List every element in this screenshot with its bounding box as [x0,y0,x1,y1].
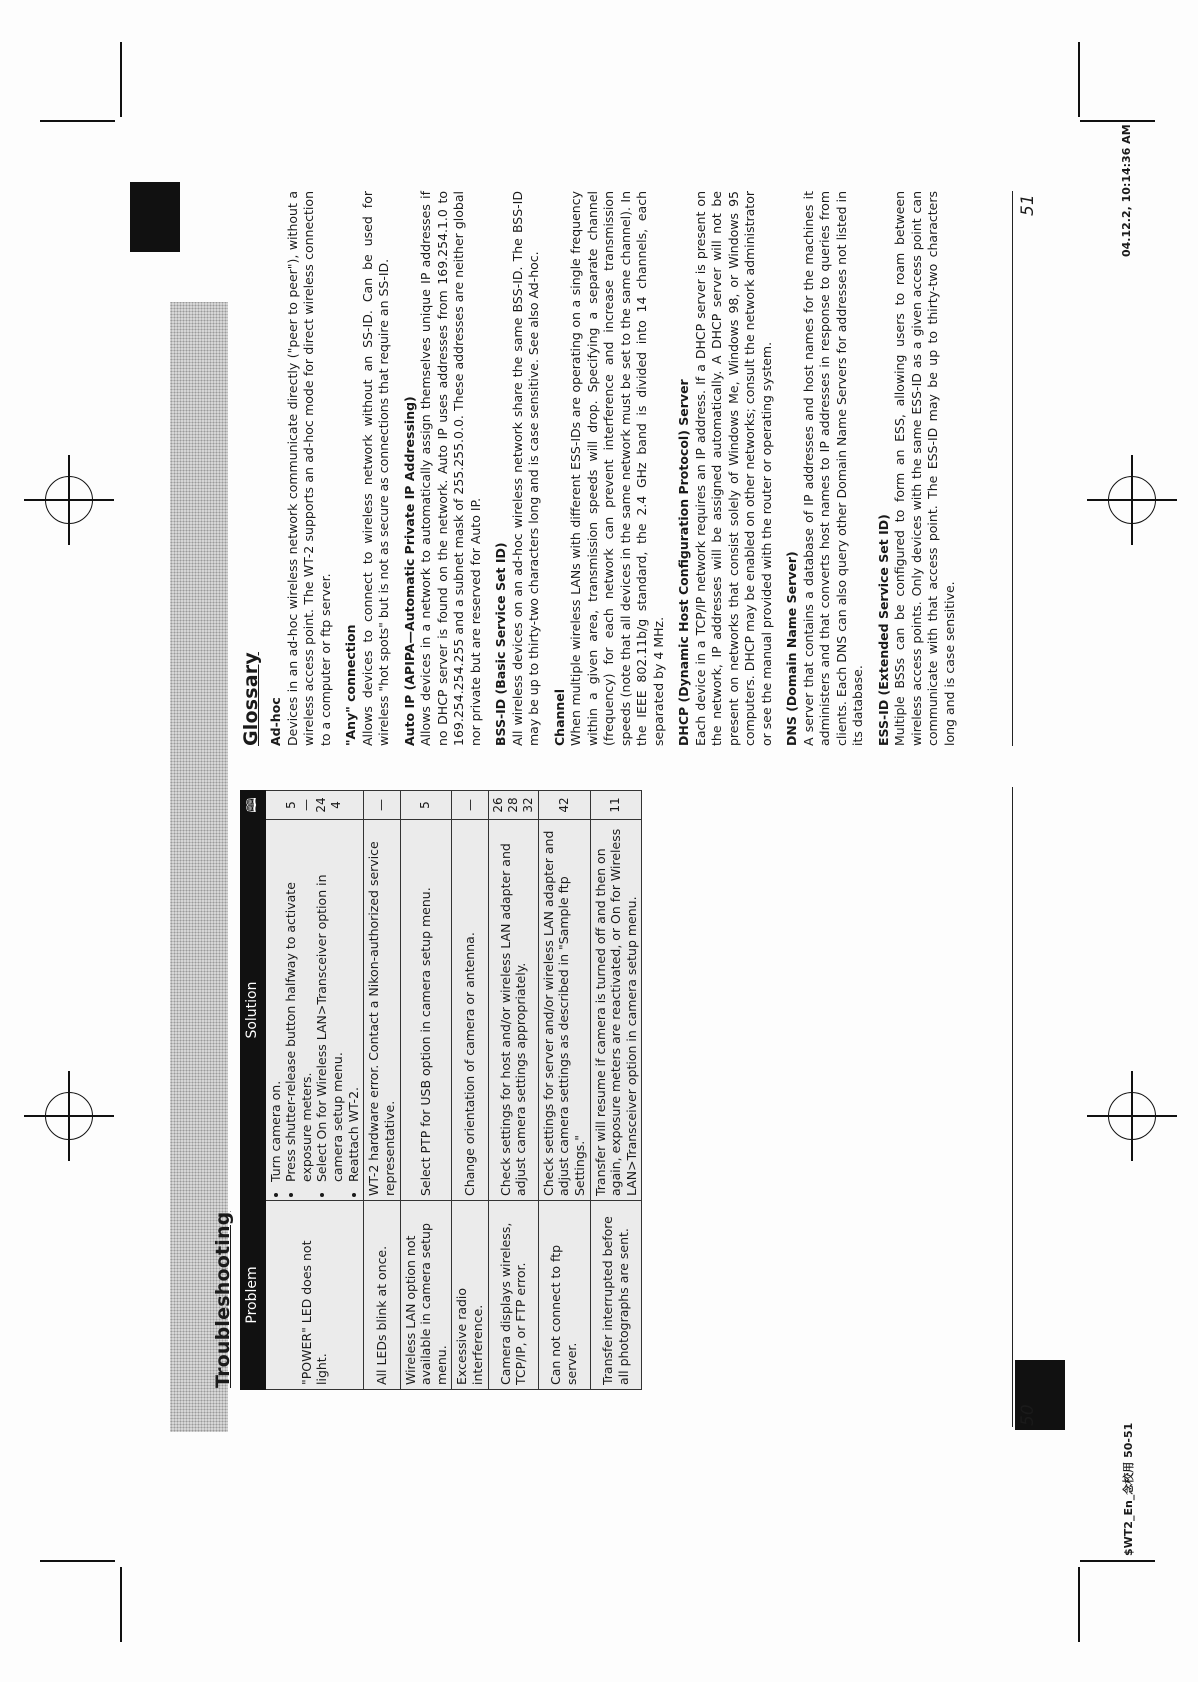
glossary-entry [676,191,775,746]
glossary-definition: A server that contains a database of IP addresses and host names for the machines it administers and that converts host names to IP addresses in response to queries from clients. Each DNS can also query other Domain Name Servers for addresses not listed in its database. [800,191,865,746]
page-ref: 4 [329,801,344,809]
page-ref: 24 [314,797,329,813]
left-footer-rule [1012,787,1013,1427]
glossary-definition: Multiple BSSs can be configured to form an ESS, allowing users to roam between wireless access points. Only devices with the same ESS-ID as a given access point can communicate with that access point. The ESS-ID may be up to thirty-two characters long and is case sensitive. [892,191,957,746]
solution-bullet: • Reattach WT-2. [346,824,362,1182]
glossary-term: Channel [551,688,567,746]
glossary-term: ESS-ID (Extended Service Set ID) [875,514,891,746]
table-header-row [241,791,266,1390]
page-ref: 5 [284,801,299,809]
glossary-term: Ad-hoc [268,697,283,746]
file-slug: $WT2_En_念校用 50-51 [1122,1422,1135,1556]
crop-mark [1078,1567,1080,1642]
page-ref: — [299,799,314,811]
glossary-list [268,191,967,746]
page-cell: 42 [538,791,590,820]
page-reference-icon: 🕮 [241,791,266,820]
page-cell [265,791,364,820]
solution-cell [265,820,364,1201]
page-cell: 11 [590,791,642,820]
troubleshooting-title: Troubleshooting [212,1211,234,1388]
glossary-definition: All wireless devices on an ad-hoc wireless network share the same BSS-ID. The BSS-ID may be up to thirty-two characters long and is case sensitive. See also Ad-hoc. [509,191,541,746]
glossary-term: BSS-ID (Basic Service Set ID) [493,542,508,746]
glossary-entry [493,191,543,746]
problem-cell: Camera displays wireless, TCP/IP, or FTP error. [488,1201,538,1390]
registration-mark [1108,476,1156,524]
problem-cell: Can not connect to ftp server. [538,1201,590,1390]
solution-cell: Select PTP for USB option in camera setup menu. [400,820,452,1201]
glossary-definition: When multiple wireless LANs with different ESS-IDs are operating on a single frequency within a given area, transmission speeds will drop. Specifying a separate channel (frequency) for each network can prevent interference and increase transmission speeds (note that all devices in the same network must be set to the same channel). In the IEEE 802.11b/g standard, the 2.4 GHz band is divided into 14 channels, each separated by 4 MHz. [568,191,666,746]
solution-bullet: • Press shutter-release button halfway to activate exposure meters. [283,824,314,1182]
glossary-term: Auto IP (APIPA—Automatic Private IP Addressing) [401,396,417,746]
glossary-term: "Any" connection [343,624,358,746]
glossary-term: DHCP (Dynamic Host Configuration Protocol) Server [676,379,691,746]
crop-mark [40,1560,115,1562]
timestamp-slug: 04.12.2, 10:14:36 AM [1120,124,1133,257]
table-row [265,791,364,1390]
problem-cell: Wireless LAN option not available in camera setup menu. [400,1201,452,1390]
solution-cell: Transfer will resume if camera is turned off and then on again, exposure meters are reactivated, or On for Wireless LAN>Transceiver option in camera setup menu. [590,820,642,1201]
table-row [590,791,642,1390]
crop-mark [1078,42,1080,117]
page-cell: — [364,791,400,820]
right-page-number: 51 [1018,194,1038,216]
problem-cell: All LEDs blink at once. [364,1201,400,1390]
table-row [488,791,538,1390]
glossary-definition: Each device in a TCP/IP network requires an IP address. If a DHCP server is present on the network, IP addresses will be assigned automatically. A DHCP server will not be present on networks that consist solely of Windows Me, Windows 98, or Windows 95 computers. DHCP may be enabled on other networks; consult the network administrator or see the manual provided with the router or operating system. [692,191,774,746]
page-cell: 26 28 32 [488,791,538,820]
glossary-term: DNS (Domain Name Server) [784,551,799,746]
table-row [538,791,590,1390]
right-page-tab [130,182,180,252]
glossary-definition: Devices in an ad-hoc wireless network communicate directly ("peer to peer"), without a wireless access point. The WT-2 supports an ad-hoc mode for direct wireless connection to a computer or ftp server. [284,191,333,746]
table-row [452,791,488,1390]
page-cell: 5 [400,791,452,820]
table-row [364,791,400,1390]
solution-cell: Check settings for host and/or wireless LAN adapter and adjust camera settings appropriately. [488,820,538,1201]
crop-mark [120,42,122,117]
glossary-definition: Allows devices to connect to wireless network without an SS-ID. Can be used for wireless "hot spots" but is not as secure as connections that require an SS-ID. [359,191,391,746]
problem-cell: "POWER" LED does not light. [265,1201,364,1390]
problem-cell: Transfer interrupted before all photographs are sent. [590,1201,642,1390]
right-footer-rule [1012,191,1013,746]
glossary-entry [343,191,393,746]
solution-header: Solution [241,820,266,1201]
glossary-entry [876,191,959,746]
left-page-number: 50 [1018,1404,1038,1426]
troubleshooting-table [240,790,642,1390]
solution-cell: WT-2 hardware error. Contact a Nikon-authorized service representative. [364,820,400,1201]
registration-mark [1108,1092,1156,1140]
crop-mark [1080,120,1155,122]
registration-mark [45,1092,93,1140]
solution-bullet: • Turn camera on. [268,824,284,1182]
glossary-entry [402,191,485,746]
glossary-title: Glossary [240,652,262,746]
glossary-definition: Allows devices in a network to automatically assign themselves unique IP addresses if no DHCP server is found on the network. Auto IP uses addresses from 169.254.1.0 to 169.254.254.255 and a subnet mask of 255.255.0.0. These addresses are neither global nor private but are reserved for Auto IP. [418,191,483,746]
glossary-entry [552,191,668,746]
solution-bullet: • Select On for Wireless LAN>Transceiver option in camera setup menu. [314,824,345,1182]
crop-mark [40,120,115,122]
page-cell: — [452,791,488,820]
crop-mark [120,1567,122,1642]
solution-cell: Check settings for server and/or wireless LAN adapter and adjust camera settings as described in "Sample ftp Settings." [538,820,590,1201]
table-row [400,791,452,1390]
problem-cell: Excessive radio interference. [452,1201,488,1390]
registration-mark [45,476,93,524]
crop-mark [1080,1560,1155,1562]
glossary-entry [784,191,867,746]
problem-header: Problem [241,1201,266,1390]
glossary-entry [268,191,334,746]
solution-cell: Change orientation of camera or antenna. [452,820,488,1201]
